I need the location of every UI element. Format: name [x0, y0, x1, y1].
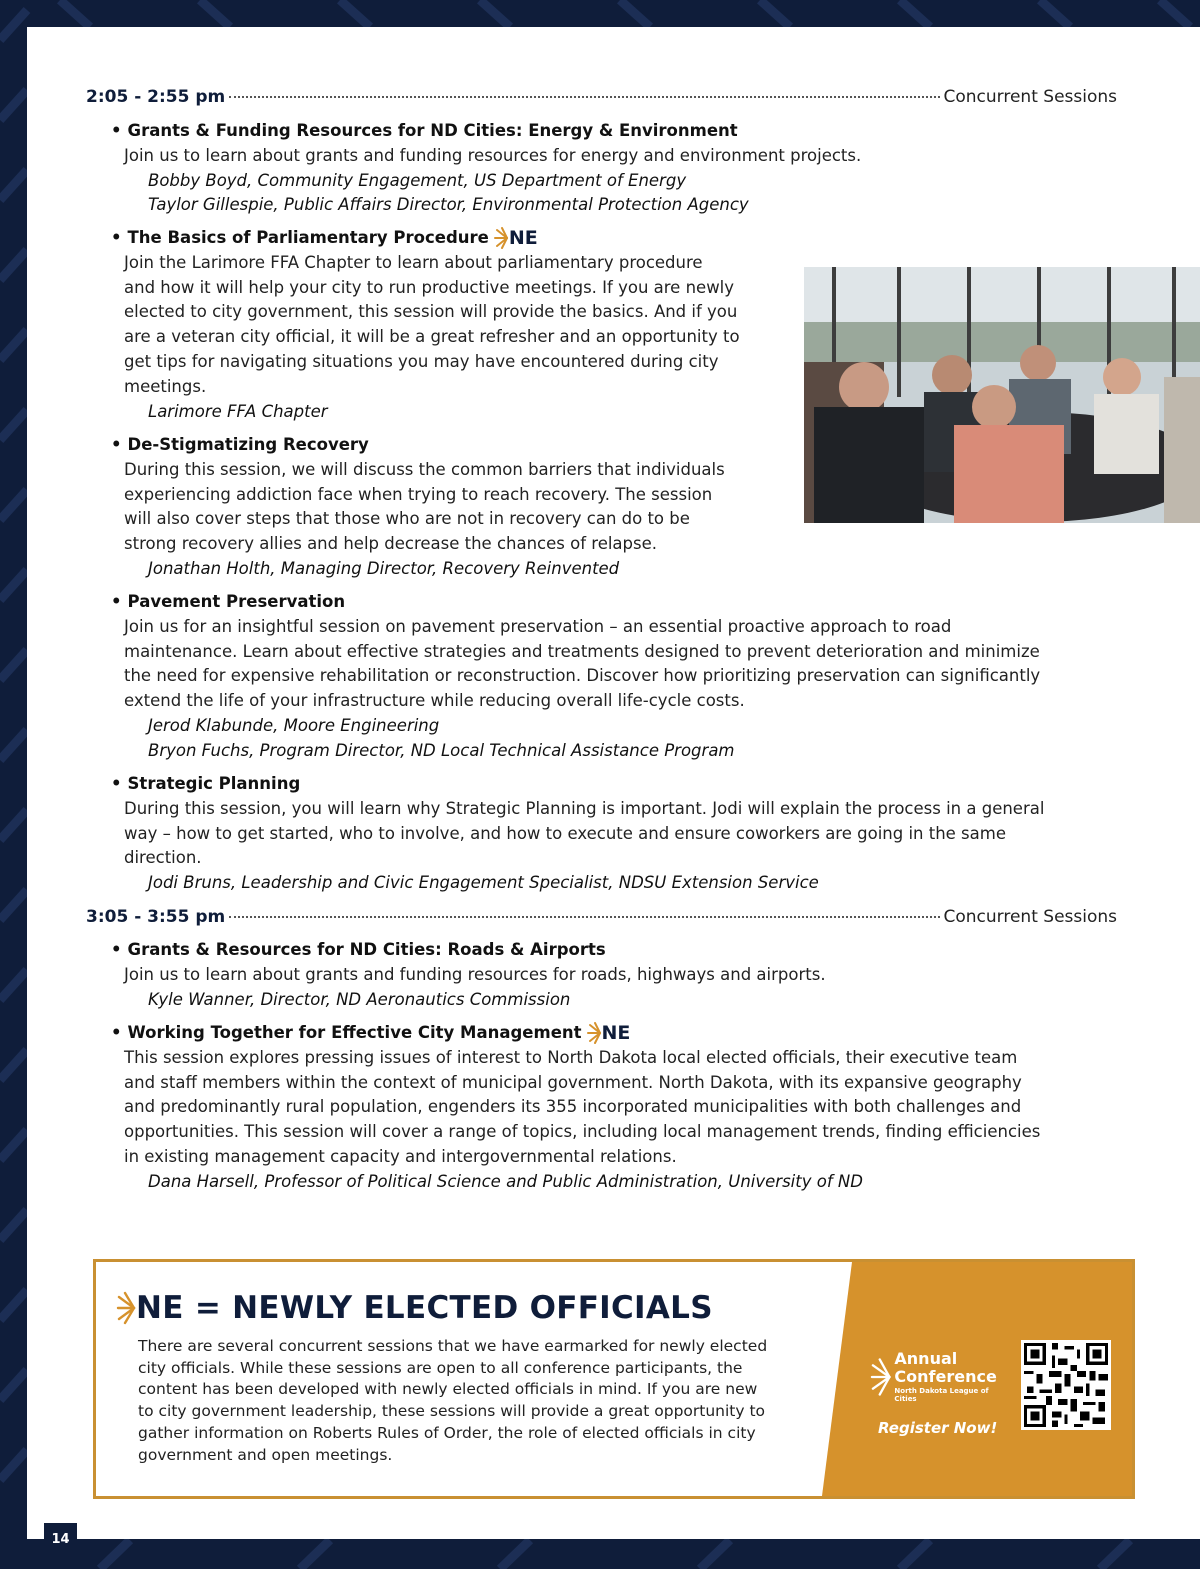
session-speaker: Jodi Bruns, Leadership and Civic Engagement Specialist, NDSU Extension Service [148, 873, 819, 893]
timeslot-row [86, 907, 1117, 927]
session-description: meetings. [124, 376, 207, 396]
session-item [111, 226, 740, 424]
session-title: • Strategic Planning [111, 774, 301, 793]
timeslot-time: 2:05 - 2:55 pm [86, 87, 226, 107]
ne-box-body: There are several concurrent sessions that we have earmarked for newly elected city officials. While these sessions are open to all conference participants, the content has been developed with newly elected officials in mind. If you are new to city government leadership, these sessions will provide a great opportunity to gather information on Roberts Rules of Order, the role of elected officials in city government and open meetings. [138, 1337, 768, 1464]
session-speaker: Bryon Fuchs, Program Director, ND Local Technical Assistance Program [148, 740, 735, 760]
session-description: During this session, we will discuss the common barriers that individuals [124, 459, 725, 479]
ne-box-heading: NE = NEWLY ELECTED OFFICIALS [116, 1290, 713, 1326]
sunburst-icon [870, 1357, 891, 1397]
timeslot-time: 3:05 - 3:55 pm [86, 907, 226, 927]
logo-line2: Conference [894, 1367, 997, 1386]
session-title: • Pavement Preservation [111, 592, 346, 611]
sunburst-icon [493, 227, 509, 249]
session-title: • Grants & Resources for ND Cities: Roads & Airports [111, 940, 606, 959]
session-description: elected to city government, this session will provide the basics. And if you [124, 302, 738, 322]
logo-line1: Annual [894, 1349, 958, 1368]
session-item [111, 119, 861, 218]
session-speaker: Larimore FFA Chapter [148, 401, 328, 421]
session-description: and predominantly rural population, engenders its 355 incorporated municipalities with both challenges and [124, 1097, 1022, 1117]
page-number: 14 [44, 1523, 77, 1556]
session-description: way – how to get started, who to involve, and how to execute and ensure coworkers are going in the same [124, 823, 1006, 843]
session-description: extend the life of your infrastructure while reducing overall life-cycle costs. [124, 691, 745, 711]
session-description: are a veteran city official, it will be a great refresher and an opportunity to [124, 327, 740, 347]
session-description: in existing management capacity and intergovernmental relations. [124, 1146, 677, 1166]
session-description: Join us for an insightful session on pavement preservation – an essential proactive approach to road [124, 616, 952, 636]
session-description: will also cover steps that those who are not in recovery can do to be [124, 509, 690, 529]
logo-subtitle: North Dakota League of Cities [894, 1387, 989, 1403]
session-title: • Grants & Funding Resources for ND Cities: Energy & Environment [111, 121, 738, 140]
session-item [111, 433, 725, 582]
session-item [111, 590, 1040, 764]
session-description: experiencing addiction face when trying to reach recovery. The session [124, 484, 713, 504]
ne-badge: NE [586, 1021, 631, 1046]
session-speaker: Bobby Boyd, Community Engagement, US Department of Energy [148, 170, 687, 190]
annual-conference-logo[interactable] [870, 1350, 1010, 1437]
session-speaker: Kyle Wanner, Director, ND Aeronautics Commission [148, 989, 571, 1009]
leader-dots [229, 96, 939, 98]
session-description: direction. [124, 848, 202, 868]
session-title: • De-Stigmatizing Recovery [111, 435, 369, 454]
ne-badge: NE [493, 226, 538, 251]
session-speaker: Taylor Gillespie, Public Affairs Director, Environmental Protection Agency [148, 195, 749, 215]
timeslot-kind: Concurrent Sessions [943, 907, 1117, 927]
session-speaker: Jerod Klabunde, Moore Engineering [148, 715, 440, 735]
sunburst-icon [116, 1291, 136, 1325]
register-now-link[interactable]: Register Now! [878, 1419, 998, 1437]
session-description: strong recovery allies and help decrease the chances of relapse. [124, 534, 658, 554]
session-title: • The Basics of Parliamentary Procedure NE [111, 227, 538, 249]
session-item [111, 772, 1044, 896]
session-description: This session explores pressing issues of interest to North Dakota local elected officials, their executive team [124, 1047, 1018, 1067]
session-description: and staff members within the context of municipal government. North Dakota, with its expansive geography [124, 1072, 1022, 1092]
session-speaker: Jonathan Holth, Managing Director, Recovery Reinvented [148, 558, 620, 578]
timeslot-row [86, 87, 1117, 107]
conference-photo [804, 267, 1200, 523]
timeslot-kind: Concurrent Sessions [943, 87, 1117, 107]
session-speaker: Dana Harsell, Professor of Political Science and Public Administration, University of ND [148, 1171, 863, 1191]
leader-dots [229, 916, 939, 918]
qr-code-icon[interactable] [1021, 1340, 1111, 1430]
session-title: • Working Together for Effective City Management NE [111, 1022, 631, 1044]
session-description: During this session, you will learn why Strategic Planning is important. Jodi will explain the process in a general [124, 798, 1045, 818]
session-item [111, 1021, 1040, 1195]
session-description: opportunities. This session will cover a range of topics, including local management trends, finding efficiencies [124, 1122, 1041, 1142]
session-description: and how it will help your city to run productive meetings. If you are newly [124, 277, 735, 297]
page [27, 27, 1200, 1539]
session-description: Join the Larimore FFA Chapter to learn about parliamentary procedure [124, 252, 703, 272]
session-description: Join us to learn about grants and funding resources for energy and environment projects. [124, 145, 862, 165]
session-description: get tips for navigating situations you may have encountered during city [124, 351, 719, 371]
session-description: maintenance. Learn about effective strategies and treatments designed to prevent deterioration and minimize [124, 641, 1040, 661]
session-description: Join us to learn about grants and funding resources for roads, highways and airports. [124, 964, 826, 984]
newly-elected-info-box [93, 1259, 1135, 1499]
session-item [111, 938, 826, 1012]
sunburst-icon [586, 1022, 602, 1044]
session-description: the need for expensive rehabilitation or reconstruction. Discover how prioritizing preservation can significantly [124, 666, 1041, 686]
